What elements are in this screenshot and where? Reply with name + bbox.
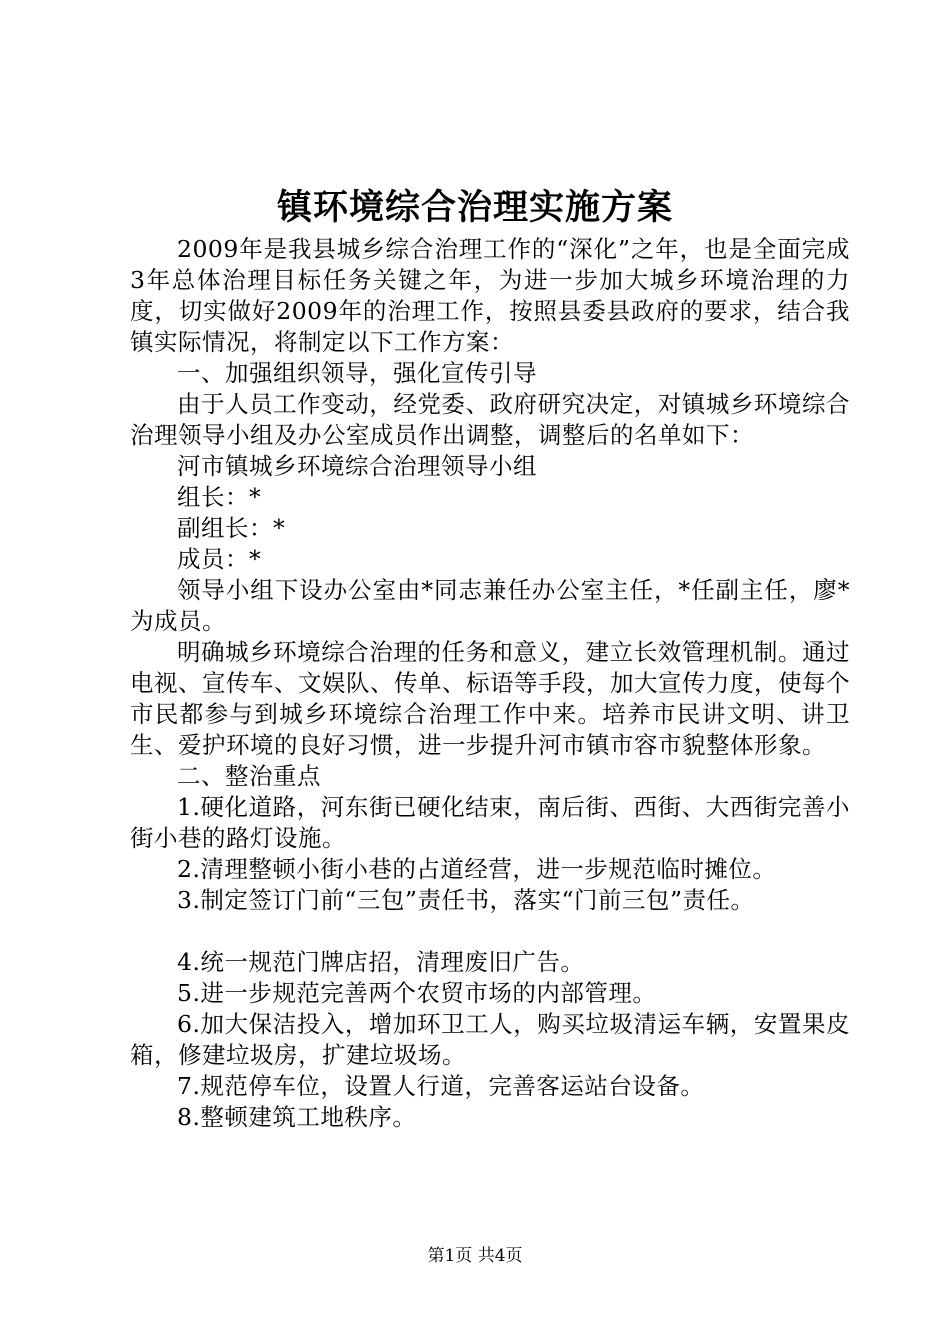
section-heading-2: 二、整治重点 (177, 762, 321, 790)
paragraph-adjustment: 由于人员工作变动，经党委、政府研究决定，对镇城乡环境综合治理领导小组及办公室成员作出调整，调整后的名单如下： (130, 390, 850, 449)
group-leader: 组长：* (177, 483, 262, 511)
paragraph-publicity: 明确城乡环境综合治理的任务和意义，建立长效管理机制。通过电视、宣传车、文娱队、传单、标语等手段，加大宣传力度，使每个市民都参与到城乡环境综合治理工作中来。培养市民讲文明、讲卫生、爱护环境的良好习惯，进一步提升河市镇市容市貌整体形象。 (130, 638, 850, 759)
list-item-6: 6.加大保洁投入，增加环卫工人，购买垃圾清运车辆，安置果皮箱，修建垃圾房，扩建垃圾场。 (130, 1010, 850, 1069)
document-body (130, 234, 850, 1133)
document-title: 镇环境综合治理实施方案 (276, 187, 673, 228)
group-deputy-leader: 副组长：* (177, 514, 286, 542)
section-heading-1: 一、加强组织领导，强化宣传引导 (177, 359, 537, 387)
list-item-1: 1.硬化道路，河东街已硬化结束，南后街、西街、大西街完善小街小巷的路灯设施。 (130, 793, 850, 852)
group-name: 河市镇城乡环境综合治理领导小组 (177, 452, 537, 480)
paragraph-intro: 2009年是我县城乡综合治理工作的“深化”之年，也是全面完成3年总体治理目标任务关键之年，为进一步加大城乡环境治理的力度，切实做好2009年的治理工作，按照县委县政府的要求，结合我镇实际情况，将制定以下工作方案： (130, 235, 850, 356)
page-number: 第1页 共4页 (427, 1246, 523, 1266)
list-item-8: 8.整顿建筑工地秩序。 (177, 1103, 417, 1131)
list-item-7: 7.规范停车位，设置人行道，完善客运站台设备。 (177, 1072, 705, 1100)
list-item-5: 5.进一步规范完善两个农贸市场的内部管理。 (177, 979, 657, 1007)
group-members: 成员：* (177, 545, 262, 573)
list-item-2: 2.清理整顿小街小巷的占道经营，进一步规范临时摊位。 (177, 855, 777, 883)
list-item-4: 4.统一规范门牌店招，清理废旧广告。 (177, 948, 585, 976)
list-item-3: 3.制定签订门前“三包”责任书，落实“门前三包”责任。 (177, 886, 755, 914)
paragraph-office: 领导小组下设办公室由*同志兼任办公室主任，*任副主任，廖*为成员。 (130, 576, 850, 635)
